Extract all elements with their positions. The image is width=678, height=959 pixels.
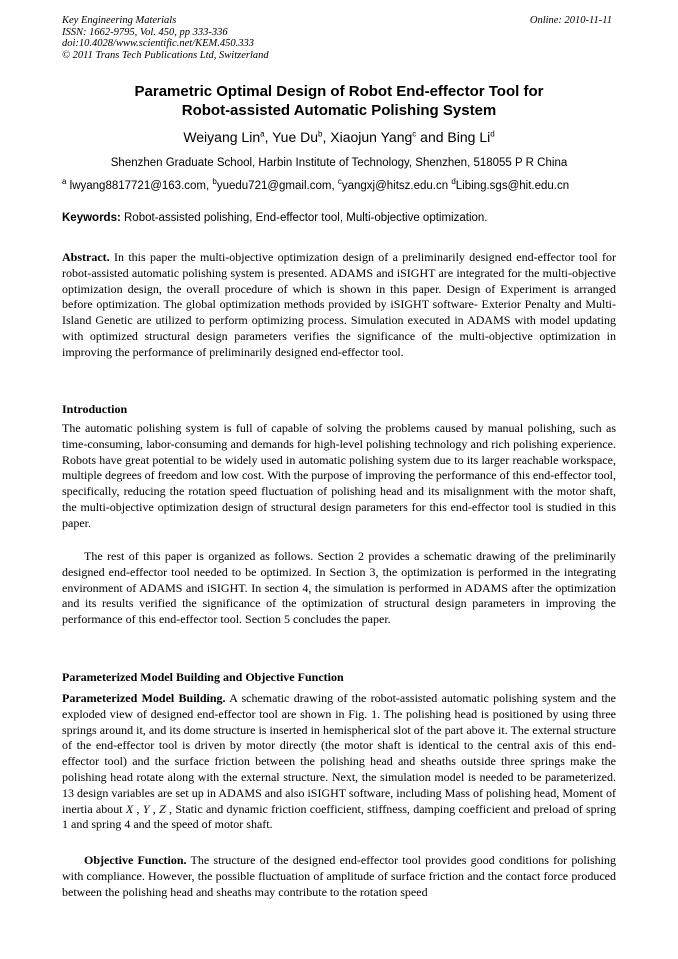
copyright-line: © 2011 Trans Tech Publications Ltd, Switzerland xyxy=(62,49,269,61)
email-mark: b xyxy=(212,177,217,187)
affiliation: Shenzhen Graduate School, Harbin Institute of Technology, Shenzhen, 518055 P R China xyxy=(110,157,568,169)
introduction-paragraph-2: The rest of this paper is organized as follows. Section 2 provides a schematic drawing of the preliminarily designed end-effector tool needed to be optimized. In Section 3, the optimization is performed in the integrating environment of ADAMS and iSIGHT. In section 4, the simulation is performed in ADAMS after the optimization and its results verified the significance of the optimization of structural design parameters in improving the performance of this end-effector tool. Section 5 concludes the paper. xyxy=(62,549,616,627)
author-mark: d xyxy=(490,129,495,139)
author-list xyxy=(0,129,678,145)
author-name: Weiyang Lin xyxy=(183,129,261,145)
abstract-text: In this paper the multi-objective optimization design of a preliminarily designed end-effector tool for robot-assisted automatic polishing system is presented. ADAMS and iSIGHT are integrated for the multi-objective optimization design, the overall procedure of which is shown in this paper. Design of Experiment is arranged before optimization. The global optimization methods provided by iSIGHT software- Exterior Penalty and Multi-Island Genetic are utilized to perform optimizing process. Simulation executed in ADAMS with model updating with optimized structural design parameters verifies the significance of the multi-objective optimization in improving the performance of preliminarily designed end-effector tool. xyxy=(62,250,616,359)
email-mark: a xyxy=(62,177,67,187)
paper-title-line-2: Robot-assisted Automatic Polishing System xyxy=(181,102,497,119)
model-building-paragraph xyxy=(62,691,616,833)
author-mark: c xyxy=(412,129,417,139)
keywords-line xyxy=(62,212,618,224)
author-separator: and xyxy=(416,129,448,145)
email-address[interactable]: Libing.sgs@hit.edu.cn xyxy=(455,180,570,192)
author-mark: a xyxy=(260,129,265,139)
variable-y: Y xyxy=(142,801,150,816)
email-mark: c xyxy=(337,177,342,187)
introduction-paragraph-1: The automatic polishing system is full of capable of solving the problems caused by manual polishing, such as time-consuming, labor-consuming and demands for high-level polishing technology and rich polishing experience. Robots have great potential to be widely used in automatic polishing system due to its larger reachable workspace, multiple degrees of freedom and low cost. With the purpose of improving the performance of this end-effector tool, specifically, reducing the rotation speed fluctuation of polishing head and its misalignment with the motor shaft, the multi-objective optimization design of structural design parameters for this end-effector tool is studied in this paper. xyxy=(62,421,616,530)
keywords-label: Keywords: xyxy=(62,212,121,224)
email-list xyxy=(62,177,618,192)
variable-separator: , xyxy=(133,801,143,816)
abstract-label: Abstract. xyxy=(62,250,110,264)
author-separator: , xyxy=(264,129,273,145)
objective-function-text: The structure of the designed end-effector tool provides good conditions for polishing with compliance. However, the possible fluctuation of amplitude of surface friction and the contact force produced between the polishing head and sheaths may contribute to the rotation speed xyxy=(62,853,616,899)
objective-function-paragraph xyxy=(62,853,616,900)
email-address[interactable]: yangxj@hitsz.edu.cn xyxy=(341,180,452,192)
email-address[interactable]: lwyang8817721@163.com, xyxy=(66,180,213,192)
variable-x: X xyxy=(125,801,134,816)
doi-line: doi:10.4028/www.scientific.net/KEM.450.333 xyxy=(62,38,254,49)
journal-name: Key Engineering Materials xyxy=(62,15,177,26)
variable-z: Z xyxy=(159,801,166,816)
model-building-tail: , Static and dynamic friction coefficient, stiffness, damping coefficient and preload of spring 1 and spring 4 and the speed of motor shaft. xyxy=(62,801,617,832)
objective-function-label: Objective Function. xyxy=(84,853,187,867)
author-separator: , xyxy=(322,129,331,145)
email-mark: d xyxy=(451,177,456,187)
author-name: Bing Li xyxy=(447,129,491,145)
issn-line: ISSN: 1662-9795, Vol. 450, pp 333-336 xyxy=(62,26,228,38)
section-2-heading: Parameterized Model Building and Objective Function xyxy=(62,670,344,684)
introduction-heading: Introduction xyxy=(62,402,128,416)
author-name: Yue Du xyxy=(272,129,319,145)
author-name: Xiaojun Yang xyxy=(330,129,413,145)
email-address[interactable]: yuedu721@gmail.com, xyxy=(216,180,338,192)
author-mark: b xyxy=(318,129,323,139)
online-date: Online: 2010-11-11 xyxy=(529,15,612,26)
keywords-text: Robot-assisted polishing, End-effector tool, Multi-objective optimization. xyxy=(120,212,488,224)
model-building-label: Parameterized Model Building. xyxy=(62,691,226,705)
variable-separator: , xyxy=(149,801,160,816)
paper-title-line-1: Parametric Optimal Design of Robot End-effector Tool for xyxy=(134,83,544,100)
abstract-paragraph xyxy=(62,250,616,361)
model-building-text: A schematic drawing of the robot-assisted automatic polishing system and the exploded view of designed end-effector tool are shown in Fig. 1. The polishing head is positioned by using three springs around it, and its dome structure is inserted in hemispherical slot of the part above it. The external structure of the end-effector tool is driven by motor directly (the motor shaft is identical to the central axis of this end-effector tool) and the surface friction between the polishing head and sheaths outside three springs make the polishing head rotate along with the external structure. Next, the simulation model is needed to be parameterized. 13 design variables are set up in ADAMS and also iSIGHT software, including Mass of polishing head, Moment of inertia about xyxy=(62,691,616,816)
